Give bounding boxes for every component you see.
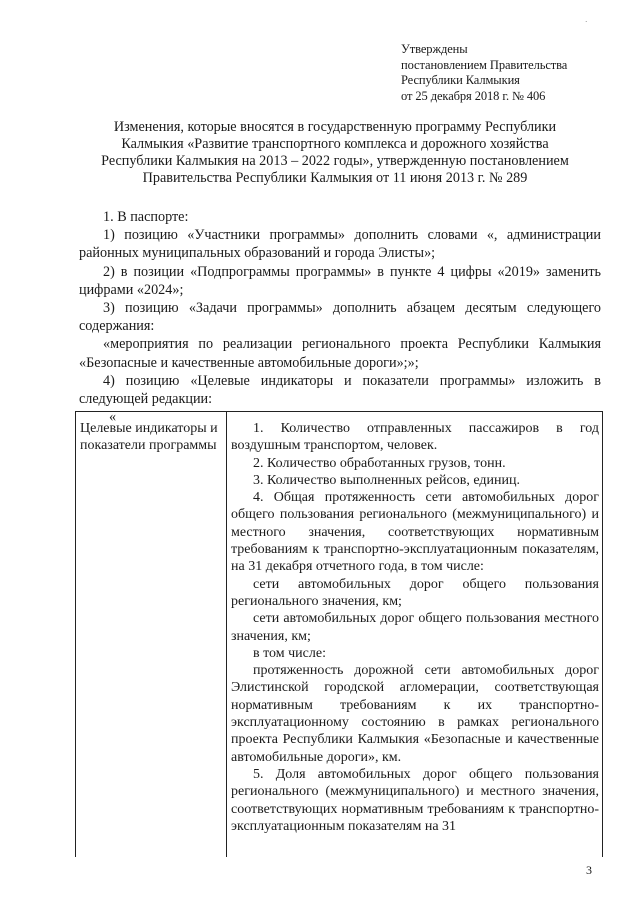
document-title [70, 119, 600, 187]
column-divider [226, 412, 227, 857]
indicator-item: 2. Количество обработанных грузов, тонн. [253, 455, 506, 471]
page-number: 3 [586, 863, 592, 877]
table-label-cell [80, 420, 224, 454]
approval-line: от 25 декабря 2018 г. № 406 [401, 88, 546, 103]
paragraph: «мероприятия по реализации регионального проекта Республики Калмыкия «Безопасные и качественные автомобильные дороги»;»; [79, 336, 601, 371]
body-text [79, 208, 601, 424]
approval-stamp [401, 42, 567, 104]
title-line: Изменения, которые вносятся в государственную программу Республики [113, 119, 557, 135]
indicator-item: сети автомобильных дорог общего пользования местного значения, км; [231, 611, 599, 644]
scan-mark: · [585, 18, 588, 26]
approval-line: постановлением Правительства [401, 57, 568, 72]
opening-quote: « [109, 409, 117, 426]
indicator-item: сети автомобильных дорог общего пользования регионального значения, км; [231, 576, 599, 609]
paragraph: 1) позицию «Участники программы» дополнить словами «, администрации районных муниципальных образований и города Элисты»; [79, 227, 601, 262]
title-line: Республики Калмыкия на 2013 – 2022 годы», утвержденную постановлением [101, 153, 569, 169]
indicator-item: 5. Доля автомобильных дорог общего пользования регионального (межмуниципального) и местного значения, соответствующих нормативным требованиям к транспортно-эксплуатационным показателям на 31 [231, 766, 599, 834]
label-line: Целевые индикаторы и [80, 421, 218, 436]
approval-line: Республики Калмыкия [401, 73, 520, 87]
indicator-item: протяженность дорожной сети автомобильных дорог Элистинской городской агломерации, соответствующая нормативным требованиям к их транспортно-эксплуатационному состоянию в рамках регионального проекта Республики Калмыкия «Безопасные и качественные автомобильные дороги», км. [231, 663, 599, 765]
table-content-cell [231, 420, 599, 835]
indicator-item: 1. Количество отправленных пассажиров в год воздушным транспортом, человек. [231, 421, 599, 454]
approval-line: Утверждены [401, 42, 468, 56]
paragraph: 2) в позиции «Подпрограммы программы» в пункте 4 цифры «2019» заменить цифрами «2024»; [79, 263, 601, 298]
title-line: Калмыкия «Развитие транспортного комплекса и дорожного хозяйства [121, 136, 549, 152]
paragraph: 4) позицию «Целевые индикаторы и показатели программы» изложить в следующей редакции: [79, 372, 601, 408]
indicators-table [75, 411, 603, 857]
label-line: показатели программы [80, 438, 217, 453]
indicator-item: 3. Количество выполненных рейсов, единиц. [253, 472, 520, 488]
title-line: Правительства Республики Калмыкия от 11 июня 2013 г. № 289 [142, 170, 528, 186]
paragraph: 3) позицию «Задачи программы» дополнить абзацем десятым следующего содержания: [79, 300, 601, 335]
paragraph: 1. В паспорте: [103, 209, 189, 225]
indicator-item: 4. Общая протяженность сети автомобильных дорог общего пользования регионального (межмуниципального) и местного значения, соответствующих нормативным требованиям к транспортно-эксплуатационным показателям, на 31 декабря отчетного года, в том числе: [231, 490, 599, 575]
indicator-item: в том числе: [253, 645, 326, 661]
